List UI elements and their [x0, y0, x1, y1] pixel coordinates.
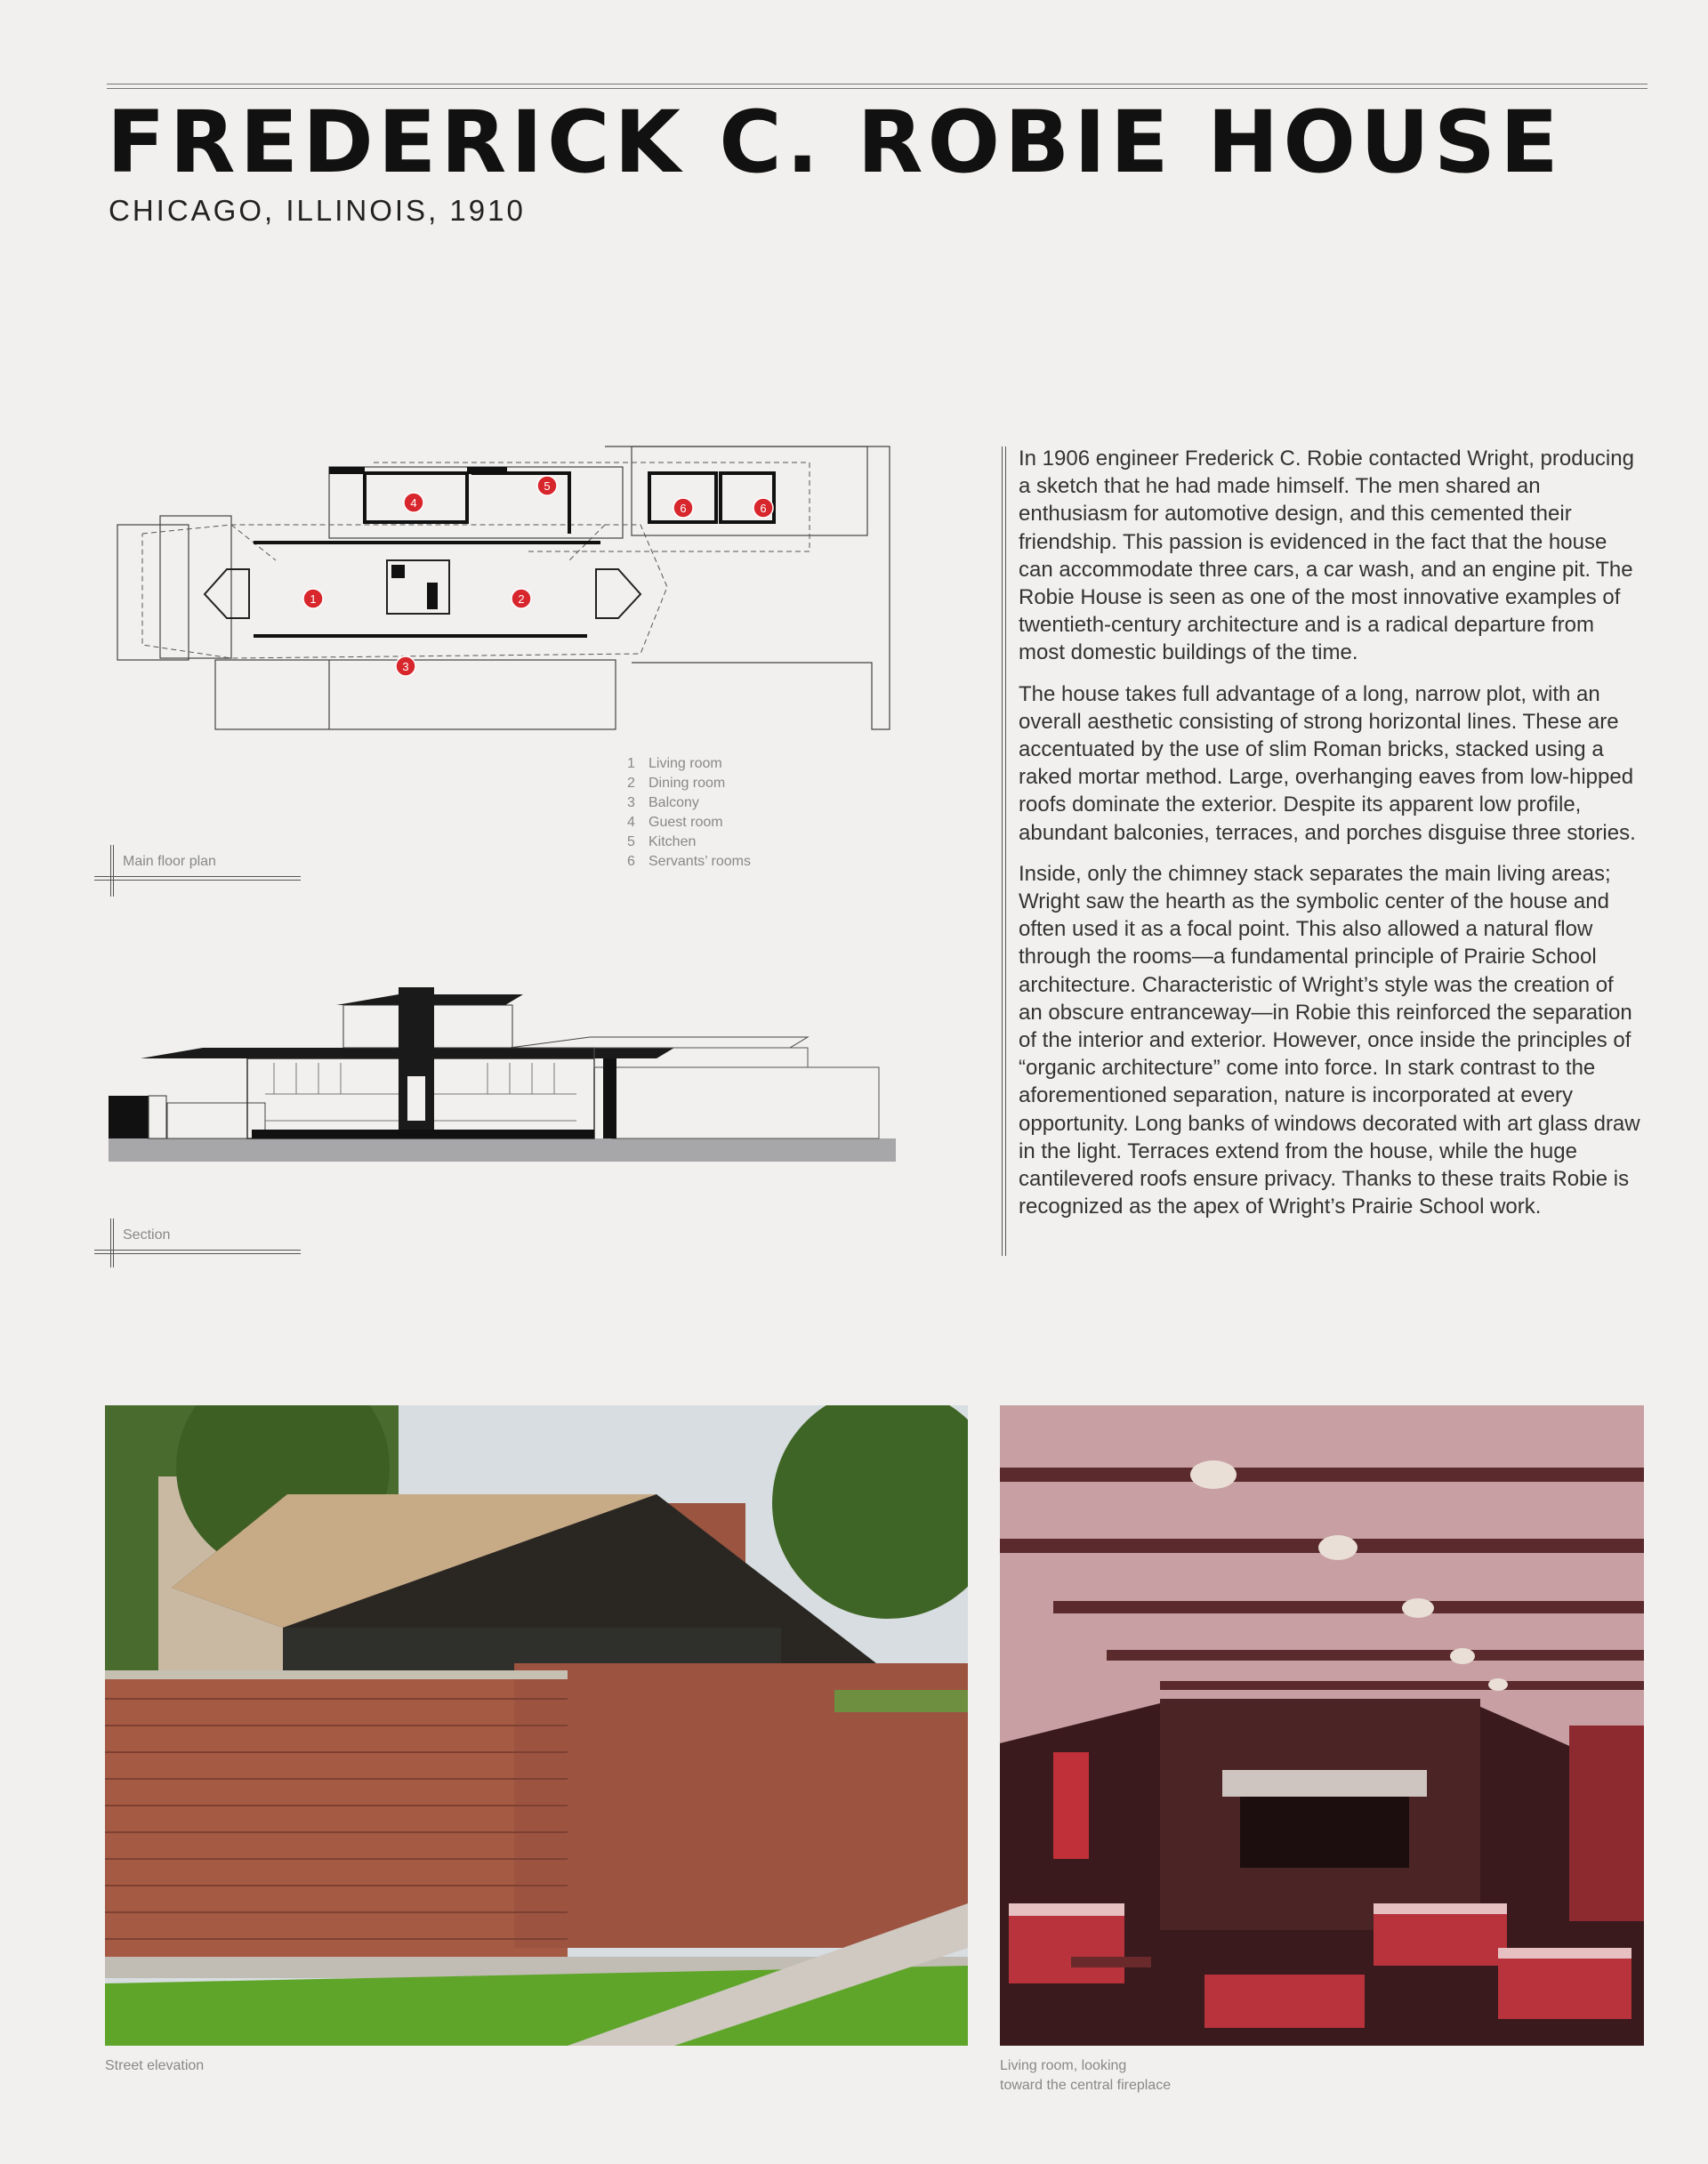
plan-marker: 3 — [402, 660, 409, 673]
legend-item: 1 Living room — [627, 756, 722, 771]
body-paragraph: Inside, only the chimney stack separates the main living areas; Wright saw the hearth as the symbolic center of the house and often used it as a focal point. This also allowed a natural flow through the rooms—a fundamental principle of Prairie School architecture. Characteristic of Wright’s style was the creation of an obscure entranceway—in Robie this reinforced the separation of the interior and exterior. However, once inside the principles of “organic architecture” come into force. In stark contrast to the aforementioned separation, nature is incorporated at every opportunity. Long banks of windows decorated with art glass draw in the light. Terraces extend from the house, while the huge cantilevered roofs ensure privacy. Thanks to these traits Robie is recognized as the apex of Wright’s Prairie School work. — [1019, 861, 1640, 1219]
caption-rule — [110, 845, 114, 897]
floor-plan-drawing — [107, 436, 907, 756]
floor-plan — [107, 436, 907, 756]
plan-marker: 6 — [680, 502, 687, 515]
section-drawing — [105, 978, 901, 1165]
body-text — [1019, 445, 1641, 1234]
plan-marker: 4 — [410, 496, 417, 510]
plan-marker: 5 — [544, 479, 551, 493]
page-title: FREDERICK C. ROBIE HOUSE — [107, 93, 1563, 192]
plan-legend — [627, 754, 751, 872]
plan-marker: 2 — [518, 592, 525, 606]
legend-item: 6 Servants’ rooms — [627, 854, 751, 869]
section-caption: Section — [123, 1227, 171, 1243]
plan-marker: 6 — [760, 502, 767, 515]
legend-item: 5 Kitchen — [627, 834, 697, 849]
caption-rule — [94, 876, 301, 881]
legend-item: 3 Balcony — [627, 795, 699, 810]
living-room-photo — [1000, 1405, 1644, 2046]
street-elevation-photo — [105, 1405, 968, 2046]
legend-item: 2 Dining room — [627, 776, 726, 791]
plan-marker: 1 — [310, 592, 317, 606]
page-subtitle: CHICAGO, ILLINOIS, 1910 — [109, 194, 526, 227]
text-rule — [1002, 446, 1006, 1256]
legend-item: 4 Guest room — [627, 815, 723, 830]
plan-caption: Main floor plan — [123, 854, 216, 869]
body-paragraph: The house takes full advantage of a long, narrow plot, with an overall aesthetic consisting of strong horizontal lines. These are accentuated by the use of slim Roman bricks, stacked using a raked mortar method. Large, overhanging eaves from low-hipped roofs dominate the exterior. Despite its apparent low profile, abundant balconies, terraces, and porches disguise three stories. — [1019, 681, 1636, 845]
caption-rule — [94, 1250, 301, 1254]
street-elevation-caption: Street elevation — [105, 2058, 205, 2073]
living-room-caption-line: Living room, looking — [1000, 2058, 1127, 2073]
top-rule — [107, 84, 1648, 89]
living-room-caption-line: toward the central fireplace — [1000, 2078, 1172, 2093]
body-paragraph: In 1906 engineer Frederick C. Robie contacted Wright, producing a sketch that he had made himself. The men shared an enthusiasm for automotive design, and this cemented their friendship. This passion is evidenced in the fact that the house can accommodate three cars, a car wash, and an engine pit. The Robie House is seen as one of the most innovative examples of twentieth-century architecture and is a radical departure from most domestic buildings of the time. — [1019, 446, 1634, 665]
living-room-caption — [1000, 2056, 1171, 2096]
